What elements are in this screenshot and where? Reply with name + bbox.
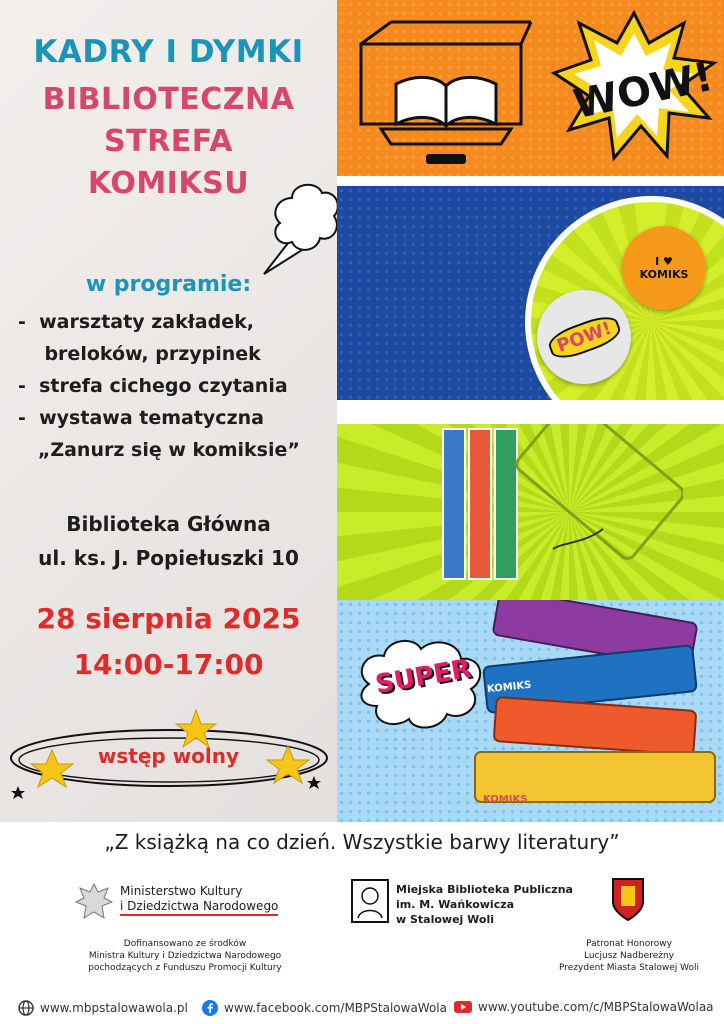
panel-badges (337, 186, 724, 400)
program-item: - strefa cichego czytania (18, 375, 288, 397)
panel-bookmarks (337, 424, 724, 600)
bookmarks-icon (433, 424, 683, 594)
program-item: - wystawa tematyczna (18, 407, 264, 429)
event-date: 28 sierpnia 2025 (36, 602, 301, 635)
patron-line-3: Prezydent Miasta Stalowej Woli (559, 963, 699, 973)
book-stack-icon (465, 600, 724, 822)
pow-text: POW! (545, 311, 623, 363)
program-item: - warsztaty zakładek, (18, 311, 254, 333)
website-link[interactable] (18, 1000, 188, 1016)
wow-text: WOW! (569, 53, 717, 129)
program-list (18, 306, 338, 466)
ministry-logo-text (120, 884, 278, 916)
library-portrait-logo-icon (350, 878, 390, 924)
patron-line-1: Patronat Honorowy (586, 939, 672, 949)
facebook-icon (202, 1000, 218, 1016)
title-line-1: KADRY I DYMKI (33, 34, 304, 70)
book-label: KOMIKS (483, 794, 528, 805)
city-coat-of-arms-icon (610, 876, 646, 922)
title-line-2: BIBLIOTECZNA (42, 82, 295, 117)
library-line-3: w Stalowej Woli (396, 913, 494, 926)
panel-divider (337, 176, 724, 186)
badge-love-text: I ♥ KOMIKS (639, 255, 689, 281)
ministry-line-2: i Dziedzictwa Narodowego (120, 899, 278, 916)
title-line-4: KOMIKSU (87, 166, 250, 201)
youtube-icon (454, 1000, 472, 1014)
facebook-url[interactable]: www.facebook.com/MBPStalowaWola (224, 1001, 447, 1015)
funding-line-2: Ministra Kultury i Dziedzictwa Narodowego (88, 951, 282, 961)
super-text: SUPER (373, 653, 474, 701)
program-heading: w programie: (85, 272, 252, 297)
website-url[interactable]: www.mbpstalowawola.pl (40, 1001, 188, 1015)
panel-divider (337, 400, 724, 424)
facebook-link[interactable] (202, 1000, 447, 1016)
free-entry-label: wstęp wolny (97, 744, 240, 768)
event-time: 14:00-17:00 (73, 648, 264, 681)
venue-address: ul. ks. J. Popiełuszki 10 (38, 546, 299, 570)
open-book-box-icon (351, 14, 541, 169)
comic-panels (337, 0, 724, 822)
title-line-3: STREFA (104, 124, 233, 159)
ministry-line-1: Ministerstwo Kultury (120, 884, 243, 898)
library-line-2: im. M. Wańkowicza (396, 898, 515, 911)
info-column (0, 0, 337, 822)
program-item: breloków, przypinek (18, 343, 261, 365)
panel-book-wow (337, 0, 724, 176)
panel-books-super (337, 600, 724, 822)
globe-icon (18, 1000, 34, 1016)
eagle-emblem-icon (74, 880, 114, 924)
library-logo-text (396, 882, 573, 927)
slogan: „Z książką na co dzień. Wszystkie barwy literatury” (104, 830, 620, 854)
youtube-url[interactable]: www.youtube.com/c/MBPStalowaWolaa (478, 1000, 714, 1014)
program-item: „Zanurz się w komiksie” (18, 439, 300, 461)
badge-pow (537, 290, 631, 384)
venue-name: Biblioteka Główna (66, 512, 271, 536)
funding-note (60, 938, 310, 974)
library-line-1: Miejska Biblioteka Publiczna (396, 883, 573, 896)
patron-note (540, 938, 718, 974)
patron-line-2: Lucjusz Nadbereżny (584, 951, 674, 961)
badge-love-comics (622, 226, 706, 310)
book-label: KOMIKS (486, 679, 532, 696)
funding-line-3: pochodzących z Funduszu Promocji Kultury (88, 963, 282, 973)
funding-line-1: Dofinansowano ze środków (123, 939, 247, 949)
youtube-link[interactable] (454, 1000, 714, 1014)
